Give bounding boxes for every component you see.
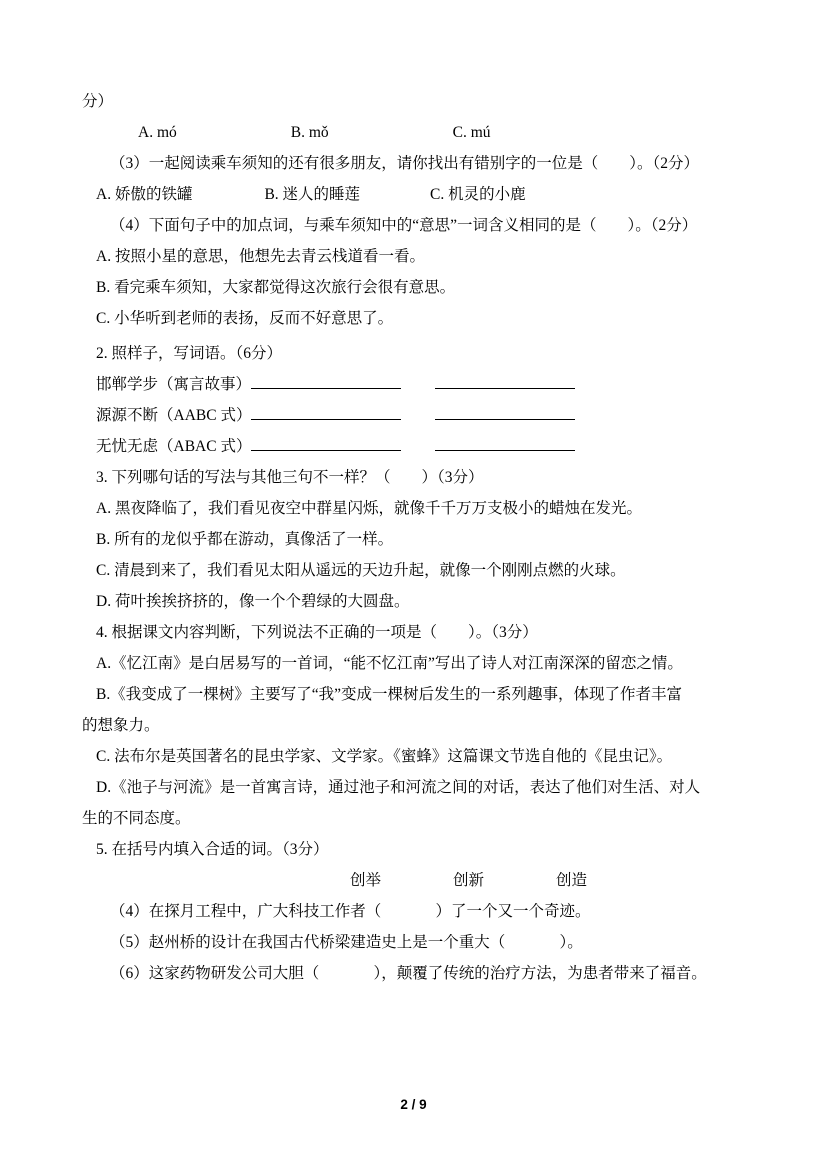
- q5-item-6: （6）这家药物研发公司大胆（ ），颠覆了传统的治疗方法，为患者带来了福音。: [110, 965, 707, 982]
- question-4-option-a: A. 按照小星的意思，他想先去青云栈道看一看。: [96, 248, 425, 265]
- answer-blank[interactable]: [251, 373, 401, 389]
- question-5-stem: 5. 在括号内填入合适的词。（3分）: [96, 841, 329, 858]
- option-b-pinyin[interactable]: B. mǒ: [290, 124, 329, 141]
- text-line-fen: 分）: [82, 93, 114, 110]
- q4-option-b-cont: 的想象力。: [82, 717, 160, 734]
- page-number: 2 / 9: [400, 1097, 427, 1112]
- option-b-q3[interactable]: B. 迷人的睡莲: [264, 186, 361, 203]
- q4-option-b: B.《我变成了一棵树》主要写了“我”变成一棵树后发生的一系列趣事，体现了作者丰富: [96, 686, 682, 703]
- word-bank-item-3[interactable]: 创造: [556, 872, 588, 889]
- question-4-option-b: B. 看完乘车须知，大家都觉得这次旅行会很有意思。: [96, 279, 456, 296]
- pinyin-options-row: [82, 117, 745, 148]
- question-3-options-row: [82, 179, 745, 210]
- word-example-1: 邯郸学步（寓言故事）: [96, 376, 252, 393]
- option-a-pinyin[interactable]: A. mó: [138, 124, 177, 141]
- word-bank-item-2[interactable]: 创新: [453, 872, 485, 889]
- question-2-stem: 2. 照样子，写词语。（6分）: [96, 345, 283, 362]
- word-exercise-row-3: [82, 431, 745, 462]
- q3-option-c: C. 清晨到来了，我们看见太阳从遥远的天边升起，就像一个刚刚点燃的火球。: [96, 562, 626, 579]
- question-3-stem: （3）一起阅读乘车须知的还有很多朋友，请你找出有错别字的一位是（ ）。（2分）: [110, 155, 700, 172]
- q3-option-a: A. 黑夜降临了，我们看见夜空中群星闪烁，就像千千万万支极小的蜡烛在发光。: [96, 500, 642, 517]
- q4-option-d: D.《池子与河流》是一首寓言诗，通过池子和河流之间的对话，表达了他们对生活、对人: [96, 779, 701, 796]
- word-bank-item-1[interactable]: 创举: [350, 872, 382, 889]
- q3-option-d: D. 荷叶挨挨挤挤的，像一个个碧绿的大圆盘。: [96, 593, 410, 610]
- q4-option-c: C. 法布尔是英国著名的昆虫学家、文学家。《蜜蜂》这篇课文节选自他的《昆虫记》。: [96, 748, 673, 765]
- word-example-2: 源源不断（AABC 式）: [96, 407, 252, 424]
- option-a-q3[interactable]: A. 娇傲的铁罐: [96, 186, 193, 203]
- q4-option-a: A.《忆江南》是白居易写的一首词，“能不忆江南”写出了诗人对江南深深的留恋之情。: [96, 655, 683, 672]
- q3-option-b: B. 所有的龙似乎都在游动，真像活了一样。: [96, 531, 394, 548]
- q5-item-5: （5）赵州桥的设计在我国古代桥梁建造史上是一个重大（ ）。: [110, 934, 583, 951]
- question-3-main-stem: 3. 下列哪句话的写法与其他三句不一样？（ ）（3分）: [96, 469, 484, 486]
- answer-blank[interactable]: [251, 435, 401, 451]
- word-exercise-row-1: [82, 369, 745, 400]
- option-c-pinyin[interactable]: C. mú: [452, 124, 491, 141]
- question-4-main-stem: 4. 根据课文内容判断，下列说法不正确的一项是（ ）。（3分）: [96, 624, 538, 641]
- answer-blank[interactable]: [435, 404, 575, 420]
- word-bank: [82, 865, 745, 896]
- option-c-q3[interactable]: C. 机灵的小鹿: [430, 186, 526, 203]
- word-example-3: 无忧无虑（ABAC 式）: [96, 438, 252, 455]
- answer-blank[interactable]: [435, 373, 575, 389]
- question-4-stem: （4）下面句子中的加点词，与乘车须知中的“意思”一词含义相同的是（ ）。（2分）: [110, 217, 698, 234]
- answer-blank[interactable]: [251, 404, 401, 420]
- answer-blank[interactable]: [435, 435, 575, 451]
- word-exercise-row-2: [82, 400, 745, 431]
- q5-item-4: （4）在探月工程中，广大科技工作者（ ）了一个又一个奇迹。: [110, 903, 591, 920]
- question-4-option-c: C. 小华听到老师的表扬，反而不好意思了。: [96, 310, 394, 327]
- q4-option-d-cont: 生的不同态度。: [82, 810, 191, 827]
